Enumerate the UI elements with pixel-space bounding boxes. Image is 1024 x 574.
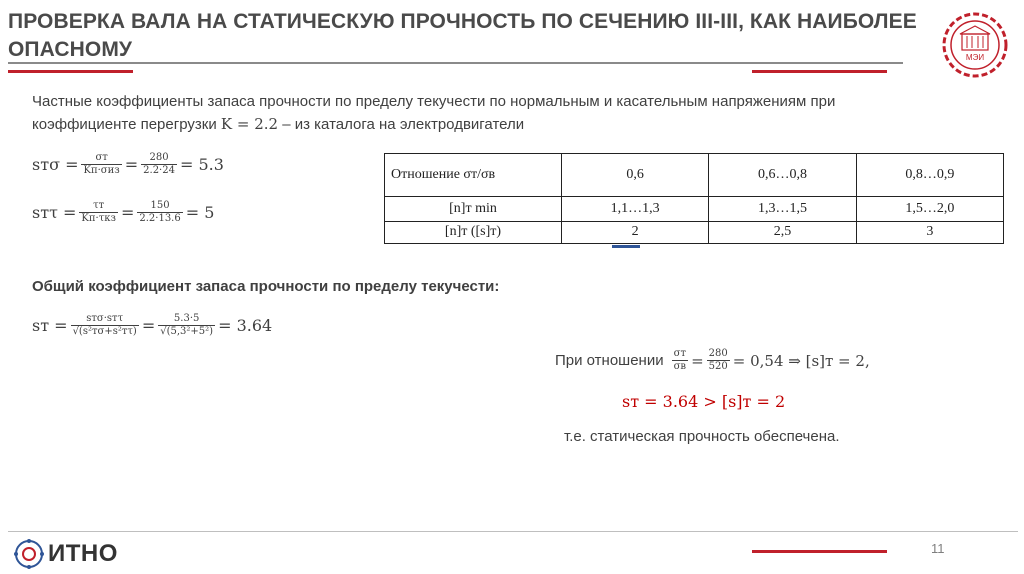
footer-org: ИТНО <box>48 540 118 567</box>
ratio-fraction-symbolic: $\frac{\sigma т}{\sigma в}$ <box>673 348 687 372</box>
mei-logo-icon <box>940 10 1010 80</box>
intro-paragraph <box>32 90 862 136</box>
intro-text-end: – из каталога на электродвигатели <box>278 116 525 133</box>
svg-text:МЭИ: МЭИ <box>965 53 985 62</box>
formula-s-t-sigma: sтσ = $\frac{\sigma т}{\text{Kп·σиз}}$ = $\frac{280}{2.2\cdot 24}$ = 5.3 <box>32 152 224 176</box>
table-row-label: [n]т min <box>385 197 562 221</box>
selected-value-marker <box>612 245 640 248</box>
fraction-symbolic: $\frac{\sigma т}{\text{Kп·σиз}}$ <box>83 152 120 176</box>
formula-result: = 3.64 <box>218 316 273 335</box>
table-cell: 0,6 <box>562 154 709 197</box>
footer-divider <box>8 531 1018 532</box>
table-cell: 1,3…1,5 <box>709 197 856 221</box>
table-header-label: Отношение σт/σв <box>385 154 562 197</box>
table-row-label: [n]т ([s]т) <box>385 221 562 243</box>
ratio-result: = 0,54 ⇒ [s]т = 2, <box>732 351 870 370</box>
formula-lhs: sт = <box>32 316 68 335</box>
page-number: 11 <box>931 541 945 556</box>
formula-lhs: sтσ = <box>32 155 79 174</box>
safety-factor-table <box>384 153 1004 244</box>
table-row <box>385 197 1004 221</box>
table-cell: 1,5…2,0 <box>856 197 1003 221</box>
ratio-statement: При отношении $\frac{\sigma т}{\sigma в}$ = $\frac{280}{520}$ = 0,54 ⇒ [s]т = 2, <box>555 348 870 372</box>
fraction-symbolic: $\frac{\tau т}{\text{Kп·τкз}}$ <box>81 200 116 224</box>
title-underline-right <box>752 70 887 73</box>
table-cell: 0,8…0,9 <box>856 154 1003 197</box>
fraction-numeric: $\frac{150}{2.2\cdot 13.6}$ <box>139 200 181 224</box>
formula-result: = 5.3 <box>179 155 224 174</box>
title-underline-left <box>8 70 133 73</box>
itno-logo-icon <box>14 539 44 569</box>
table-cell: 3 <box>856 221 1003 243</box>
overload-coefficient: K = 2.2 <box>220 115 279 133</box>
table-cell: 1,1…1,3 <box>562 197 709 221</box>
page-title: ПРОВЕРКА ВАЛА НА СТАТИЧЕСКУЮ ПРОЧНОСТЬ ПО СЕЧЕНИЮ III-III, КАК НАИБОЛЕЕ ОПАСНОМУ <box>8 10 917 61</box>
general-factor-heading: Общий коэффициент запаса прочности по пределу текучести: <box>32 278 500 295</box>
fraction-symbolic: $\frac{\text{sтσ·sтτ}}{\text{√(s²тσ+s²тτ)}}$ <box>72 313 137 337</box>
ratio-prefix: При отношении <box>555 352 664 369</box>
ratio-fraction-numeric: $\frac{280}{520}$ <box>708 348 728 372</box>
table-row <box>385 154 1004 197</box>
table-cell: 0,6…0,8 <box>709 154 856 197</box>
table-row <box>385 221 1004 243</box>
result-comparison: sт = 3.64 > [s]т = 2 <box>622 392 786 411</box>
table-cell: 2,5 <box>709 221 856 243</box>
fraction-numeric: $\frac{5.3\cdot 5}{\text{√(5,3²+5²)}}$ <box>160 313 214 337</box>
conclusion-text: т.е. статическая прочность обеспечена. <box>564 428 840 445</box>
formula-s-t: sт = $\frac{\text{sтσ·sтτ}}{\text{√(s²тσ+s²тτ)}}$ = $\frac{5.3\cdot 5}{\text{√(5,3²+5²)}}$ = 3.64 <box>32 313 273 337</box>
fraction-numeric: $\frac{280}{2.2\cdot 24}$ <box>143 152 175 176</box>
footer-accent-bar <box>752 550 887 553</box>
title-divider <box>8 62 903 64</box>
formula-result: = 5 <box>185 203 215 222</box>
intro-text: Частные коэффициенты запаса прочности по пределу текучести по нормальным и касательным напряжениям при коэффициенте перегрузки <box>32 93 836 133</box>
formula-s-t-tau: sтτ = $\frac{\tau т}{\text{Kп·τкз}}$ = $\frac{150}{2.2\cdot 13.6}$ = 5 <box>32 200 215 224</box>
table-cell: 2 <box>562 221 709 243</box>
formula-lhs: sтτ = <box>32 203 77 222</box>
